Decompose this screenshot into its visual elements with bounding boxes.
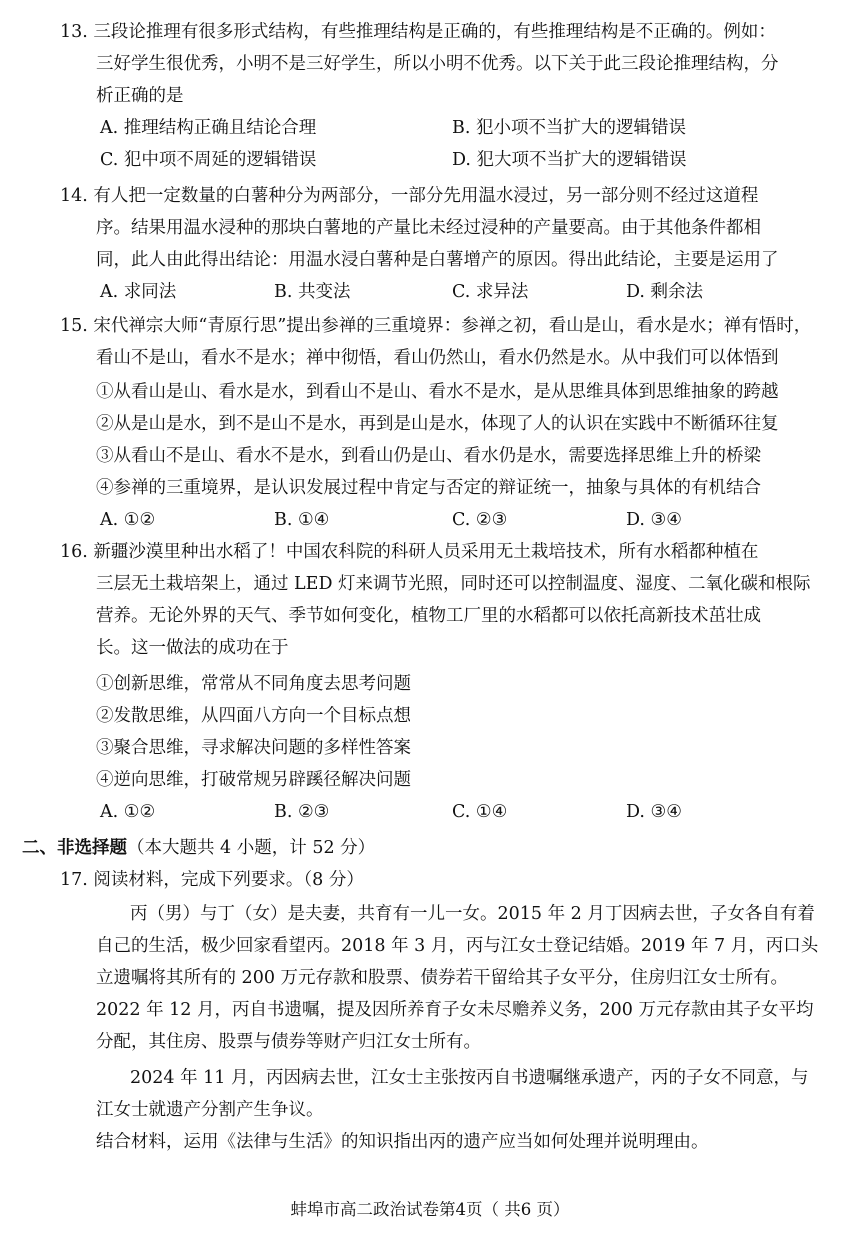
q15-option-b: B. ①④: [274, 510, 330, 530]
q16-option-a: A. ①②: [100, 802, 156, 822]
q14-option-b: B. 共变法: [274, 282, 351, 302]
q14-stem-line-2: 序。结果用温水浸种的那块白薯地的产量比未经过浸种的产量要高。由于其他条件都相: [96, 218, 761, 238]
q15-stem-line-2: 看山不是山，看水不是水；禅中彻悟，看山仍然山，看水仍然是水。从中我们可以体悟到: [96, 348, 779, 368]
q13-option-a: A. 推理结构正确且结论合理: [100, 118, 317, 138]
q15-statement-3: ③从看山不是山、看水不是水，到看山仍是山、看水仍是水，需要选择思维上升的桥梁: [96, 446, 761, 466]
q15-stem-line-1: 15. 宋代禅宗大师“青原行思”提出参禅的三重境界：参禅之初，看山是山，看水是水；禅有悟时，: [60, 316, 812, 336]
q13-option-b: B. 犯小项不当扩大的逻辑错误: [452, 118, 686, 138]
q15-option-a: A. ①②: [100, 510, 156, 530]
section-2-title: 二、非选择题: [22, 838, 127, 858]
q16-option-c: C. ①④: [452, 802, 508, 822]
q17-material-line-1: 丙（男）与丁（女）是夫妻，共育有一儿一女。2015 年 2 月丁因病去世，子女各自有着: [130, 904, 815, 924]
q16-statement-2: ②发散思维，从四面八方向一个目标点想: [96, 706, 411, 726]
q17-material-line-6: 2024 年 11 月，丙因病去世，江女士主张按丙自书遗嘱继承遗产，丙的子女不同意，与: [130, 1068, 809, 1088]
section-2-note: （本大题共 4 小题，计 52 分）: [127, 838, 376, 858]
q17-heading: 17. 阅读材料，完成下列要求。（8 分）: [60, 870, 364, 890]
q13-stem-line-2: 三好学生很优秀，小明不是三好学生，所以小明不优秀。以下关于此三段论推理结构，分: [96, 54, 779, 74]
q13-stem-line-1: 13. 三段论推理有很多形式结构，有些推理结构是正确的，有些推理结构是不正确的。例如：: [60, 22, 776, 42]
q17-material-line-3: 立遗嘱将其所有的 200 万元存款和股票、债券若干留给其子女平分，住房归江女士所有。: [96, 968, 789, 988]
q13-option-c: C. 犯中项不周延的逻辑错误: [100, 150, 317, 170]
q17-material-line-7: 江女士就遗产分割产生争议。: [96, 1100, 324, 1120]
q14-stem-line-3: 同，此人由此得出结论：用温水浸白薯种是白薯增产的原因。得出此结论，主要是运用了: [96, 250, 779, 270]
q14-option-a: A. 求同法: [100, 282, 177, 302]
q14-option-c: C. 求异法: [452, 282, 529, 302]
q16-statement-4: ④逆向思维，打破常规另辟蹊径解决问题: [96, 770, 411, 790]
q16-stem-line-1: 16. 新疆沙漠里种出水稻了！中国农科院的科研人员采用无土栽培技术，所有水稻都种植在: [60, 542, 759, 562]
page-footer: 蚌埠市高二政治试卷第4页（ 共6 页）: [290, 1200, 570, 1219]
q15-option-c: C. ②③: [452, 510, 508, 530]
q14-stem-line-1: 14. 有人把一定数量的白薯种分为两部分，一部分先用温水浸过，另一部分则不经过这道程: [60, 186, 759, 206]
section-2-heading: [22, 834, 375, 862]
q15-statement-1: ①从看山是山、看水是水，到看山不是山、看水不是水，是从思维具体到思维抽象的跨越: [96, 382, 779, 402]
q13-stem-line-3: 析正确的是: [96, 86, 184, 106]
q13-option-d: D. 犯大项不当扩大的逻辑错误: [452, 150, 687, 170]
q17-material-line-2: 自己的生活，极少回家看望丙。2018 年 3 月，丙与江女士登记结婚。2019 年 7 月，丙口头: [96, 936, 819, 956]
q16-stem-line-3: 营养。无论外界的天气、季节如何变化，植物工厂里的水稻都可以依托高新技术茁壮成: [96, 606, 761, 626]
q16-stem-line-2: 三层无土栽培架上，通过 LED 灯来调节光照，同时还可以控制温度、湿度、二氧化碳和根际: [96, 574, 811, 594]
q15-option-d: D. ③④: [626, 510, 682, 530]
q17-material-line-5: 分配，其住房、股票与债券等财产归江女士所有。: [96, 1032, 481, 1052]
q16-statement-3: ③聚合思维，寻求解决问题的多样性答案: [96, 738, 411, 758]
q15-statement-2: ②从是山是水，到不是山不是水，再到是山是水，体现了人的认识在实践中不断循环往复: [96, 414, 779, 434]
q16-option-d: D. ③④: [626, 802, 682, 822]
q16-stem-line-4: 长。这一做法的成功在于: [96, 638, 289, 658]
q17-material-line-4: 2022 年 12 月，丙自书遗嘱，提及因所养育子女未尽赡养义务，200 万元存款由其子女平均: [96, 1000, 814, 1020]
q15-statement-4: ④参禅的三重境界，是认识发展过程中肯定与否定的辩证统一，抽象与具体的有机结合: [96, 478, 761, 498]
q16-option-b: B. ②③: [274, 802, 330, 822]
q16-statement-1: ①创新思维，常常从不同角度去思考问题: [96, 674, 411, 694]
q14-option-d: D. 剩余法: [626, 282, 704, 302]
q17-task: 结合材料，运用《法律与生活》的知识指出丙的遗产应当如何处理并说明理由。: [96, 1132, 709, 1152]
